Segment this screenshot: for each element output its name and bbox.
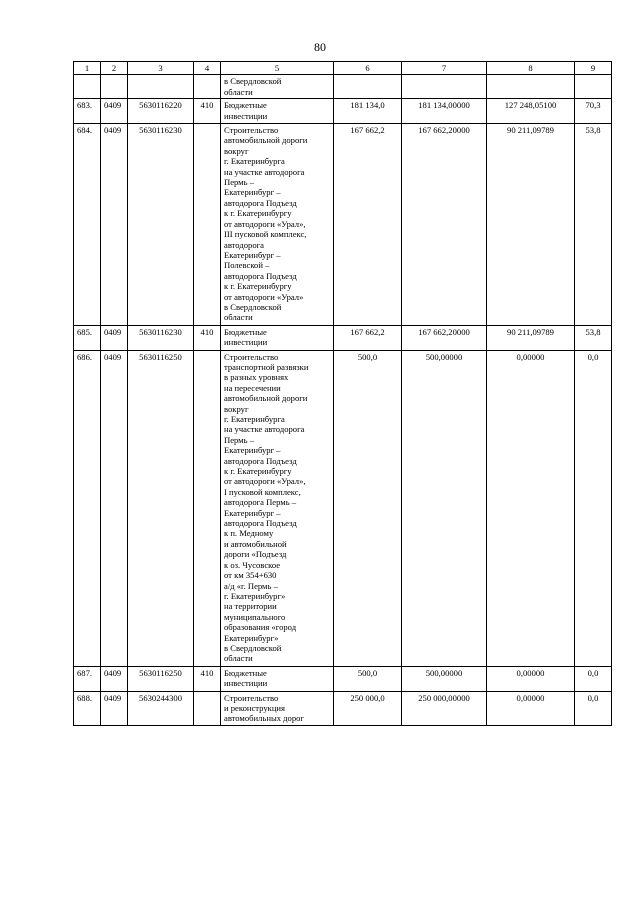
refined-amount: 250 000,00000 [402, 691, 487, 725]
column-header: 6 [334, 62, 402, 75]
column-header: 8 [487, 62, 575, 75]
expense-type [194, 691, 221, 725]
row-number [74, 75, 101, 99]
approved-amount: 250 000,0 [334, 691, 402, 725]
item-name: Строительство и реконструкция автомобильных дорог [221, 691, 334, 725]
refined-amount: 500,00000 [402, 350, 487, 666]
page-number: 80 [314, 40, 326, 54]
item-name: Строительство автомобильной дороги вокруг г. Екатеринбурга на участке автодорога Пермь – Екатеринбург – автодорога Подъезд к г. Екатеринбургу от автодороги «Урал», III пусковой комплекс, автодорога Екатеринбург – Полевской – автодорога Подъезд к г. Екатеринбургу от автодороги «Урал» в Свердловской области [221, 124, 334, 326]
item-name: в Свердловской области [221, 75, 334, 99]
section-code: 0409 [101, 691, 128, 725]
expense-type [194, 75, 221, 99]
row-number: 684. [74, 124, 101, 326]
section-code: 0409 [101, 350, 128, 666]
row-number: 685. [74, 325, 101, 350]
table-row [74, 99, 612, 124]
refined-amount: 167 662,20000 [402, 325, 487, 350]
section-code: 0409 [101, 124, 128, 326]
execution-percent: 53,8 [575, 325, 612, 350]
expense-type: 410 [194, 666, 221, 691]
execution-percent: 0,0 [575, 666, 612, 691]
approved-amount: 181 134,0 [334, 99, 402, 124]
section-code: 0409 [101, 666, 128, 691]
approved-amount: 500,0 [334, 666, 402, 691]
refined-amount: 500,00000 [402, 666, 487, 691]
column-header: 2 [101, 62, 128, 75]
item-name: Бюджетные инвестиции [221, 325, 334, 350]
table-row [74, 124, 612, 326]
column-header: 9 [575, 62, 612, 75]
item-name: Бюджетные инвестиции [221, 666, 334, 691]
executed-amount: 0,00000 [487, 691, 575, 725]
target-code: 5630116220 [128, 99, 194, 124]
execution-percent: 0,0 [575, 691, 612, 725]
executed-amount: 0,00000 [487, 350, 575, 666]
table-row [74, 75, 612, 99]
target-code: 5630244300 [128, 691, 194, 725]
column-header: 4 [194, 62, 221, 75]
expense-type: 410 [194, 99, 221, 124]
row-number: 683. [74, 99, 101, 124]
header-row [74, 62, 612, 75]
expense-type [194, 124, 221, 326]
table-row [74, 325, 612, 350]
target-code: 5630116230 [128, 124, 194, 326]
approved-amount: 500,0 [334, 350, 402, 666]
executed-amount [487, 75, 575, 99]
item-name: Бюджетные инвестиции [221, 99, 334, 124]
target-code: 5630116230 [128, 325, 194, 350]
execution-percent: 70,3 [575, 99, 612, 124]
column-header: 5 [221, 62, 334, 75]
execution-percent: 0,0 [575, 350, 612, 666]
target-code: 5630116250 [128, 350, 194, 666]
target-code: 5630116250 [128, 666, 194, 691]
executed-amount: 0,00000 [487, 666, 575, 691]
row-number: 688. [74, 691, 101, 725]
execution-percent: 53,8 [575, 124, 612, 326]
table-row [74, 350, 612, 666]
refined-amount: 181 134,00000 [402, 99, 487, 124]
approved-amount: 167 662,2 [334, 124, 402, 326]
approved-amount [334, 75, 402, 99]
row-number: 687. [74, 666, 101, 691]
section-code [101, 75, 128, 99]
column-header: 7 [402, 62, 487, 75]
budget-table [73, 61, 612, 726]
expense-type: 410 [194, 325, 221, 350]
target-code [128, 75, 194, 99]
table-row [74, 691, 612, 725]
expense-type [194, 350, 221, 666]
column-header: 3 [128, 62, 194, 75]
executed-amount: 90 211,09789 [487, 124, 575, 326]
row-number: 686. [74, 350, 101, 666]
section-code: 0409 [101, 99, 128, 124]
refined-amount: 167 662,20000 [402, 124, 487, 326]
execution-percent [575, 75, 612, 99]
section-code: 0409 [101, 325, 128, 350]
table-row [74, 666, 612, 691]
item-name: Строительство транспортной развязки в разных уровнях на пересечении автомобильной дороги вокруг г. Екатеринбурга на участке автодорога Пермь – Екатеринбург – автодорога Подъезд к г. Екатеринбургу от автодороги «Урал», I пусковой комплекс, автодорога Пермь – Екатеринбург – автодорога Подъезд к п. Медному и автомобильной дороги «Подъезд к оз. Чусовское от км 354+630 а/д «г. Пермь – г. Екатеринбург» на территории муниципального образования «город Екатеринбург» в Свердловской области [221, 350, 334, 666]
column-header: 1 [74, 62, 101, 75]
executed-amount: 127 248,05100 [487, 99, 575, 124]
refined-amount [402, 75, 487, 99]
executed-amount: 90 211,09789 [487, 325, 575, 350]
approved-amount: 167 662,2 [334, 325, 402, 350]
